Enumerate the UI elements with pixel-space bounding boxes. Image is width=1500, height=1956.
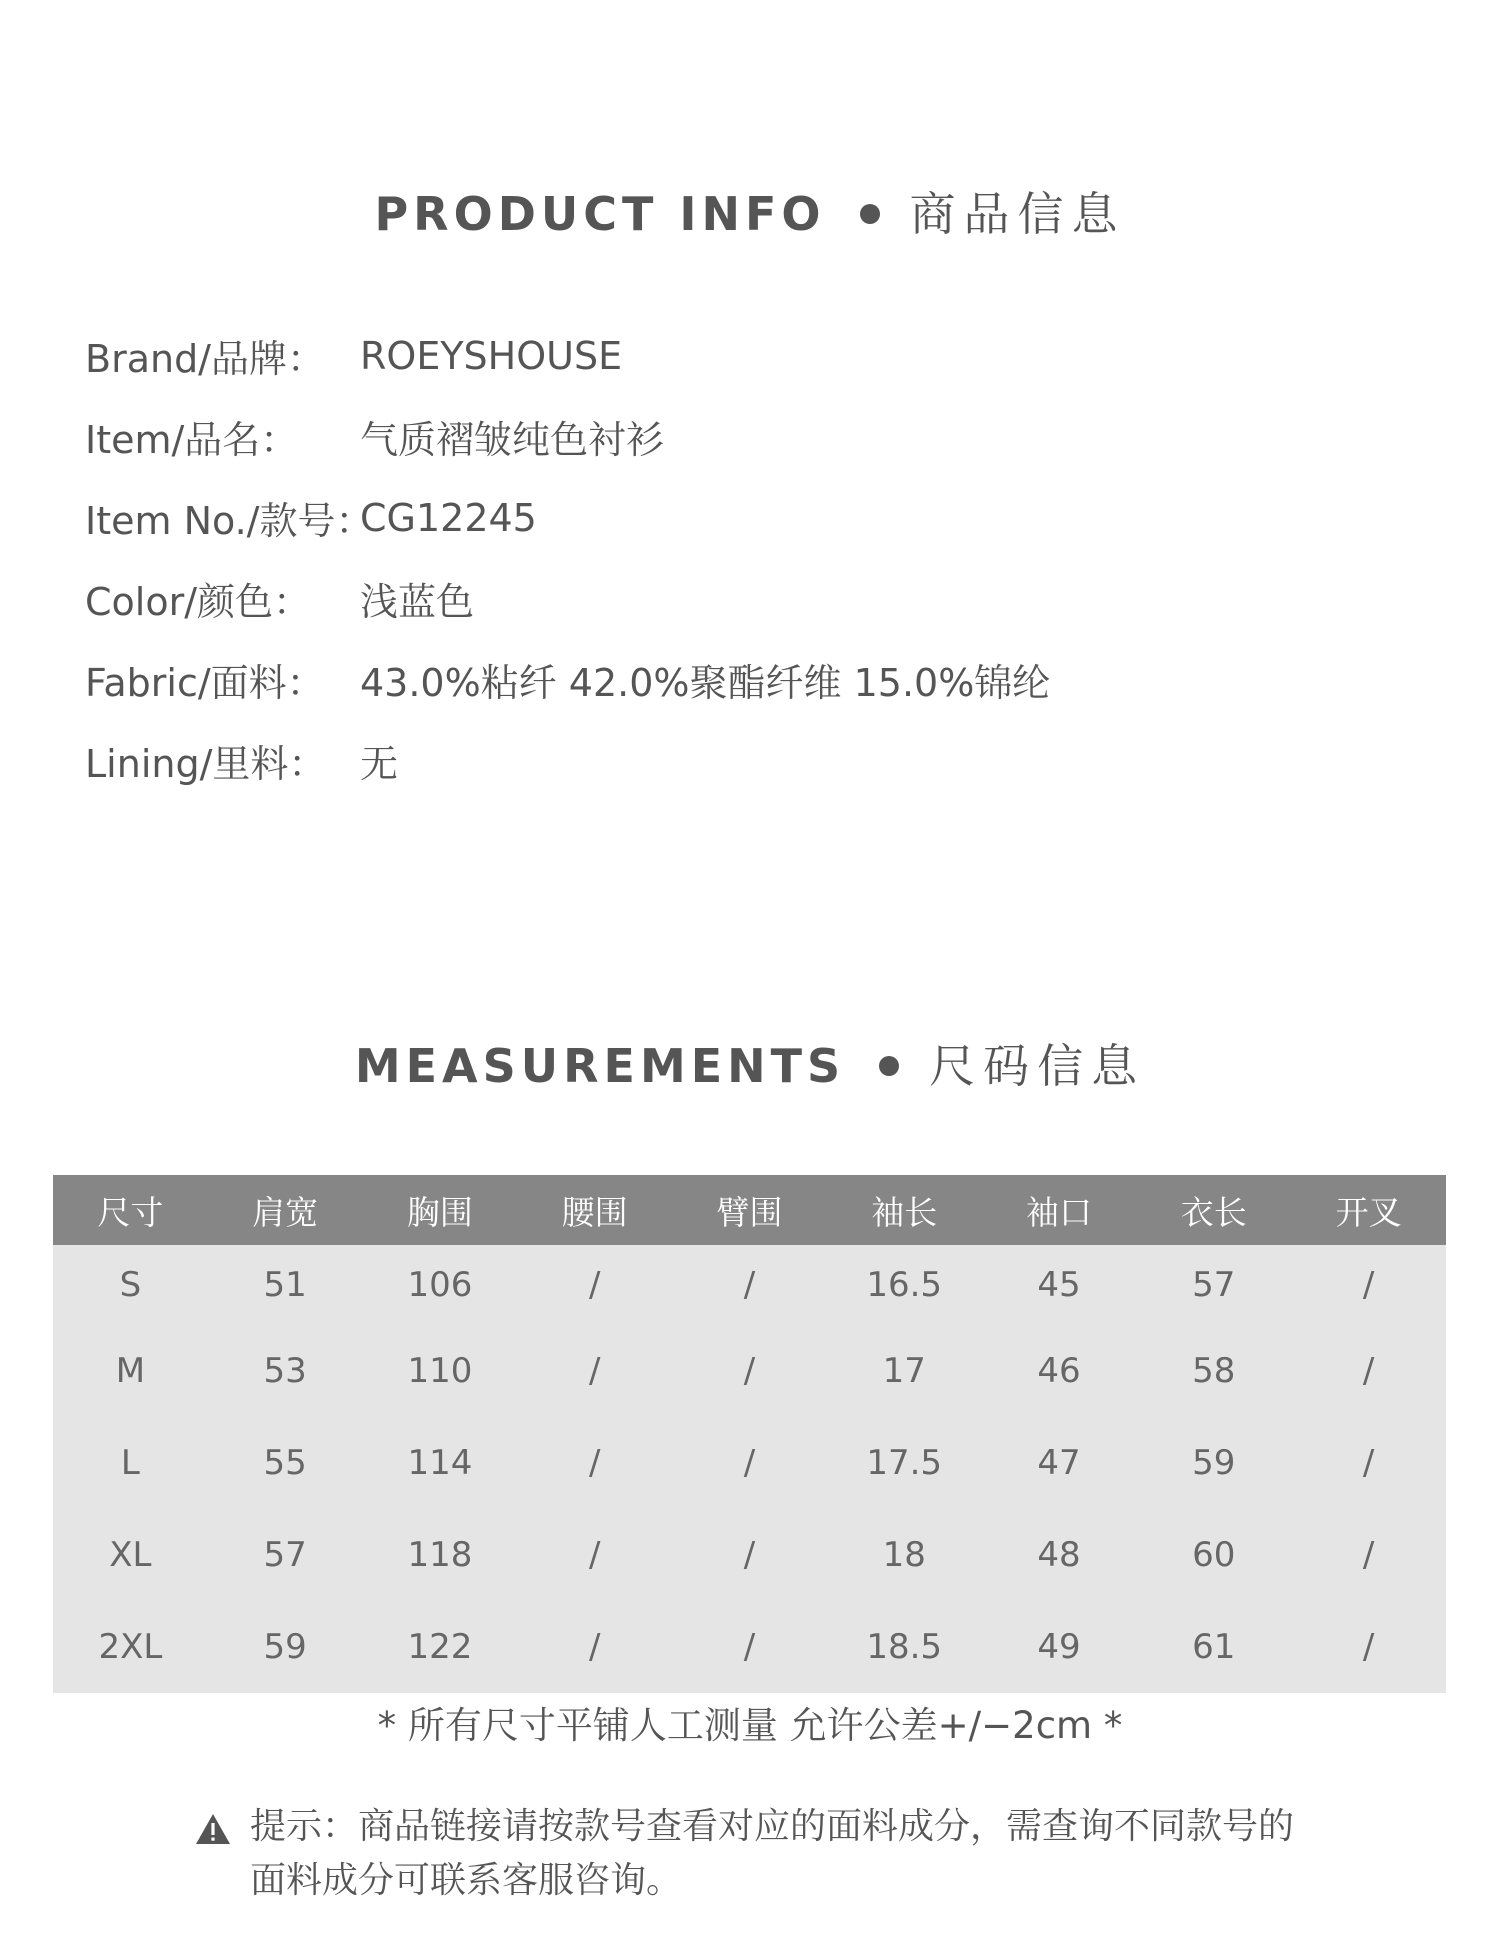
table-cell: 49 bbox=[982, 1601, 1137, 1693]
table-cell: / bbox=[672, 1245, 827, 1325]
table-cell: 46 bbox=[982, 1325, 1137, 1417]
product-info-title-en: PRODUCT INFO bbox=[374, 187, 826, 241]
table-cell: 57 bbox=[1136, 1245, 1291, 1325]
measurements-title bbox=[0, 1030, 1500, 1096]
info-row-brand bbox=[85, 315, 1385, 396]
measurements-title-zh: 尺码信息 bbox=[929, 1039, 1146, 1093]
table-cell: 114 bbox=[363, 1417, 518, 1509]
tip-box bbox=[195, 1800, 1345, 1908]
info-label: Brand/品牌： bbox=[85, 337, 325, 381]
measurement-note: * 所有尺寸平铺人工测量 允许公差+/−2cm * bbox=[377, 1704, 1123, 1747]
table-cell: / bbox=[517, 1325, 672, 1417]
table-cell: 58 bbox=[1136, 1325, 1291, 1417]
table-cell: S bbox=[53, 1245, 208, 1325]
size-table-header-cell: 胸围 bbox=[363, 1175, 518, 1245]
table-cell: 118 bbox=[363, 1509, 518, 1601]
table-row bbox=[53, 1601, 1446, 1693]
info-value: 浅蓝色 bbox=[360, 580, 475, 624]
table-cell: 59 bbox=[208, 1601, 363, 1693]
info-label: Item No./款号： bbox=[85, 499, 374, 543]
table-cell: 57 bbox=[208, 1509, 363, 1601]
product-info-list bbox=[85, 315, 1385, 801]
table-cell: 17.5 bbox=[827, 1417, 982, 1509]
table-cell: / bbox=[1291, 1601, 1446, 1693]
table-cell: 47 bbox=[982, 1417, 1137, 1509]
table-cell: / bbox=[672, 1601, 827, 1693]
info-row-lining bbox=[85, 720, 1385, 801]
size-table-header-cell: 开叉 bbox=[1291, 1175, 1446, 1245]
info-value: 43.0%粘纤 42.0%聚酯纤维 15.0%锦纶 bbox=[360, 661, 1051, 705]
tip-line-1: 提示：商品链接请按款号查看对应的面料成分，需查询不同款号的 bbox=[250, 1806, 1295, 1847]
info-row-fabric bbox=[85, 639, 1385, 720]
table-row bbox=[53, 1417, 1446, 1509]
title-dot-icon bbox=[879, 1056, 899, 1076]
table-cell: / bbox=[517, 1601, 672, 1693]
table-cell: / bbox=[1291, 1325, 1446, 1417]
table-cell: / bbox=[1291, 1245, 1446, 1325]
table-cell: 110 bbox=[363, 1325, 518, 1417]
table-cell: / bbox=[517, 1417, 672, 1509]
table-cell: 45 bbox=[982, 1245, 1137, 1325]
info-value: 气质褶皱纯色衬衫 bbox=[360, 418, 665, 462]
table-cell: M bbox=[53, 1325, 208, 1417]
size-table-header-cell: 袖长 bbox=[827, 1175, 982, 1245]
table-cell: / bbox=[672, 1509, 827, 1601]
info-value: CG12245 bbox=[360, 495, 537, 540]
info-label: Lining/里料： bbox=[85, 742, 327, 786]
info-value: 无 bbox=[360, 742, 399, 786]
table-cell: 2XL bbox=[53, 1601, 208, 1693]
table-cell: 18 bbox=[827, 1509, 982, 1601]
table-row bbox=[53, 1509, 1446, 1601]
table-cell: / bbox=[517, 1509, 672, 1601]
tip-line-2: 面料成分可联系客服咨询。 bbox=[250, 1860, 683, 1901]
product-info-title bbox=[0, 178, 1500, 244]
info-row-item-no bbox=[85, 477, 1385, 558]
size-table-header-cell: 腰围 bbox=[517, 1175, 672, 1245]
table-row bbox=[53, 1245, 1446, 1325]
table-cell: 122 bbox=[363, 1601, 518, 1693]
table-cell: 18.5 bbox=[827, 1601, 982, 1693]
info-value: ROEYSHOUSE bbox=[360, 333, 623, 378]
table-cell: 17 bbox=[827, 1325, 982, 1417]
title-dot-icon bbox=[860, 204, 880, 224]
table-cell: 59 bbox=[1136, 1417, 1291, 1509]
size-table-header-row bbox=[53, 1175, 1446, 1245]
tip-text bbox=[250, 1800, 1345, 1908]
table-cell: 61 bbox=[1136, 1601, 1291, 1693]
size-table-header-cell: 袖口 bbox=[982, 1175, 1137, 1245]
table-cell: / bbox=[672, 1325, 827, 1417]
size-table-header-cell: 臂围 bbox=[672, 1175, 827, 1245]
info-row-color bbox=[85, 558, 1385, 639]
table-cell: 16.5 bbox=[827, 1245, 982, 1325]
info-row-item bbox=[85, 396, 1385, 477]
table-cell: 55 bbox=[208, 1417, 363, 1509]
size-table bbox=[53, 1175, 1446, 1693]
table-cell: / bbox=[1291, 1509, 1446, 1601]
info-label: Color/颜色： bbox=[85, 580, 312, 624]
info-label: Item/品名： bbox=[85, 418, 299, 462]
table-cell: / bbox=[1291, 1417, 1446, 1509]
size-table-header-cell: 肩宽 bbox=[208, 1175, 363, 1245]
warning-icon bbox=[195, 1813, 231, 1845]
table-cell: 53 bbox=[208, 1325, 363, 1417]
table-cell: / bbox=[672, 1417, 827, 1509]
table-cell: 60 bbox=[1136, 1509, 1291, 1601]
size-table-header-cell: 衣长 bbox=[1136, 1175, 1291, 1245]
info-label: Fabric/面料： bbox=[85, 661, 325, 705]
table-cell: / bbox=[517, 1245, 672, 1325]
product-info-title-zh: 商品信息 bbox=[909, 187, 1126, 241]
table-row bbox=[53, 1325, 1446, 1417]
table-cell: L bbox=[53, 1417, 208, 1509]
size-table-header-cell: 尺寸 bbox=[53, 1175, 208, 1245]
table-cell: 51 bbox=[208, 1245, 363, 1325]
table-cell: XL bbox=[53, 1509, 208, 1601]
measurements-title-en: MEASUREMENTS bbox=[354, 1039, 846, 1093]
table-cell: 106 bbox=[363, 1245, 518, 1325]
table-cell: 48 bbox=[982, 1509, 1137, 1601]
